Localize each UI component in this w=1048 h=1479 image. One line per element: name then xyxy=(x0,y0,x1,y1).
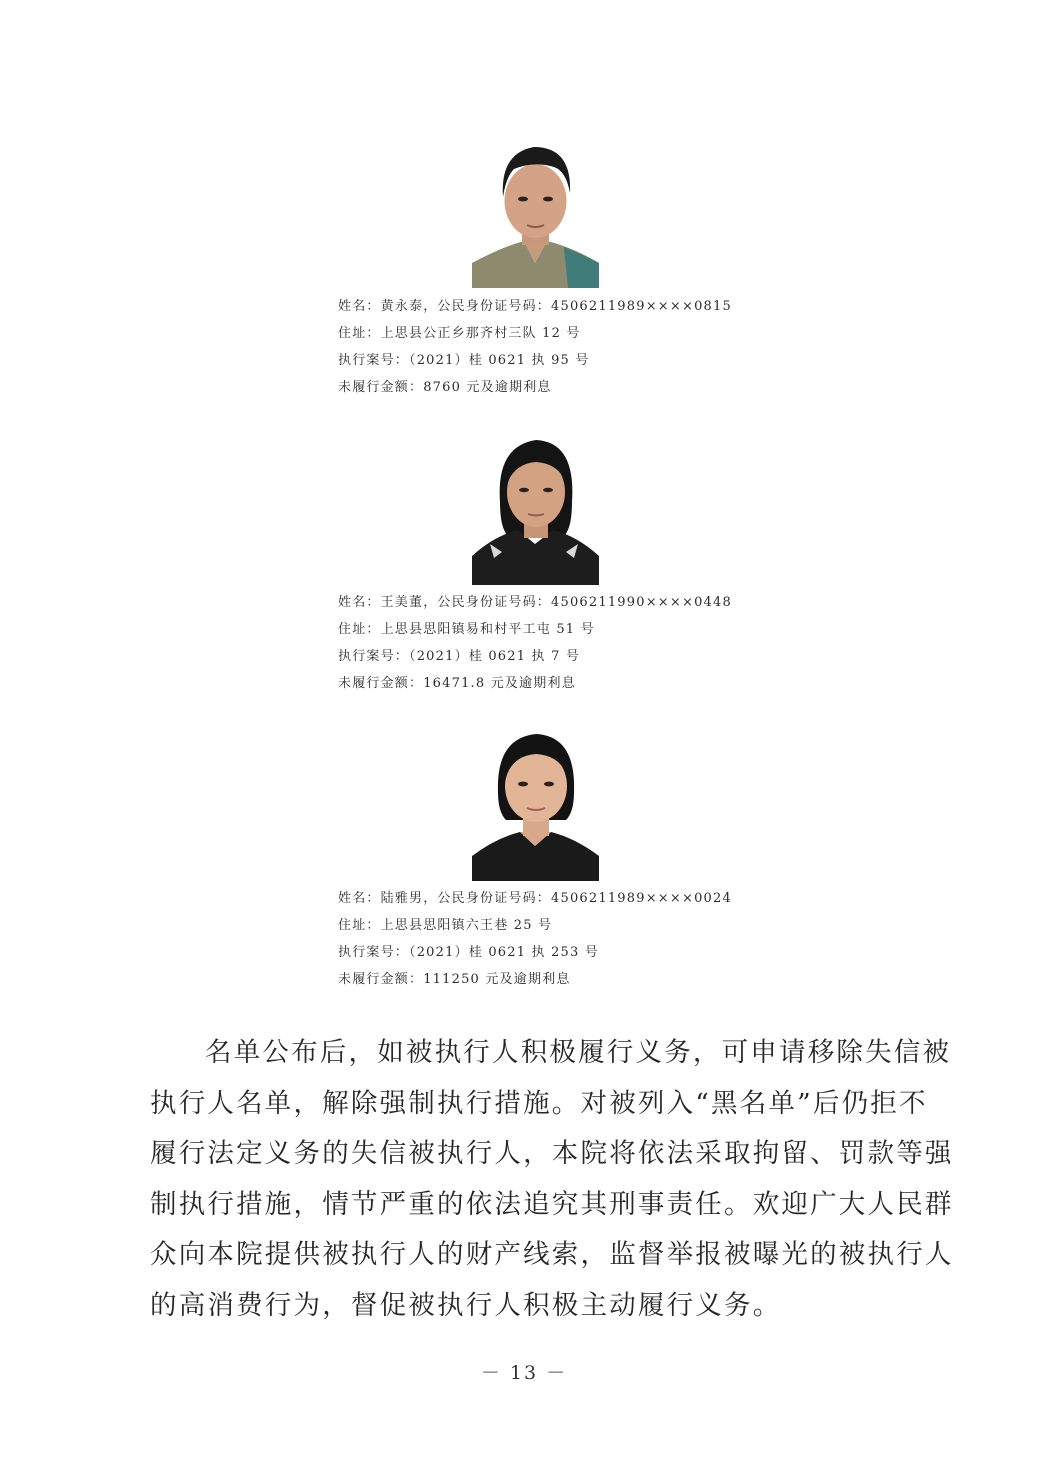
person-unpaid-amount: 未履行金额：111250 元及逾期利息 xyxy=(338,972,571,987)
paragraph-line: 执行人名单，解除强制执行措施。对被列入“黑名单”后仍拒不 xyxy=(150,1087,928,1119)
person-case-number: 执行案号：（2021）桂 0621 执 7 号 xyxy=(338,649,581,664)
paragraph-line: 众向本院提供被执行人的财产线索，监督举报被曝光的被执行人 xyxy=(150,1239,954,1270)
person-info-3 xyxy=(338,885,798,993)
person-case-number: 执行案号：（2021）桂 0621 执 253 号 xyxy=(338,945,600,960)
person-case-number: 执行案号：（2021）桂 0621 执 95 号 xyxy=(338,353,590,368)
person-photo-3 xyxy=(472,728,599,881)
person-unpaid-amount: 未履行金额：16471.8 元及逾期利息 xyxy=(338,676,576,691)
paragraph-line: 制执行措施，情节严重的依法追究其刑事责任。欢迎广大人民群 xyxy=(150,1188,954,1220)
paragraph-line: 名单公布后，如被执行人积极履行义务，可申请移除失信被 xyxy=(205,1037,952,1068)
notice-paragraph xyxy=(150,1028,954,1331)
person-name-id: 姓名：陆雅男，公民身份证号码：4506211989××××0024 xyxy=(338,891,732,906)
person-name-id: 姓名：黄永泰，公民身份证号码：4506211989××××0815 xyxy=(338,299,732,314)
person-info-2 xyxy=(338,589,798,697)
person-unpaid-amount: 未履行金额：8760 元及逾期利息 xyxy=(338,380,552,395)
page-number: － 13 － xyxy=(480,1362,568,1384)
paragraph-line: 的高消费行为，督促被执行人积极主动履行义务。 xyxy=(150,1289,782,1321)
person-photo-2 xyxy=(472,432,599,585)
person-address: 住址：上思县思阳镇易和村平工屯 51 号 xyxy=(338,622,595,637)
person-name-id: 姓名：王美董，公民身份证号码：4506211990××××0448 xyxy=(338,595,732,610)
person-photo-1 xyxy=(472,135,599,288)
person-address: 住址：上思县思阳镇六王巷 25 号 xyxy=(338,918,553,933)
person-address: 住址：上思县公正乡那齐村三队 12 号 xyxy=(338,326,581,341)
person-info-1 xyxy=(338,293,798,401)
paragraph-line: 履行法定义务的失信被执行人，本院将依法采取拘留、罚款等强 xyxy=(150,1138,954,1169)
